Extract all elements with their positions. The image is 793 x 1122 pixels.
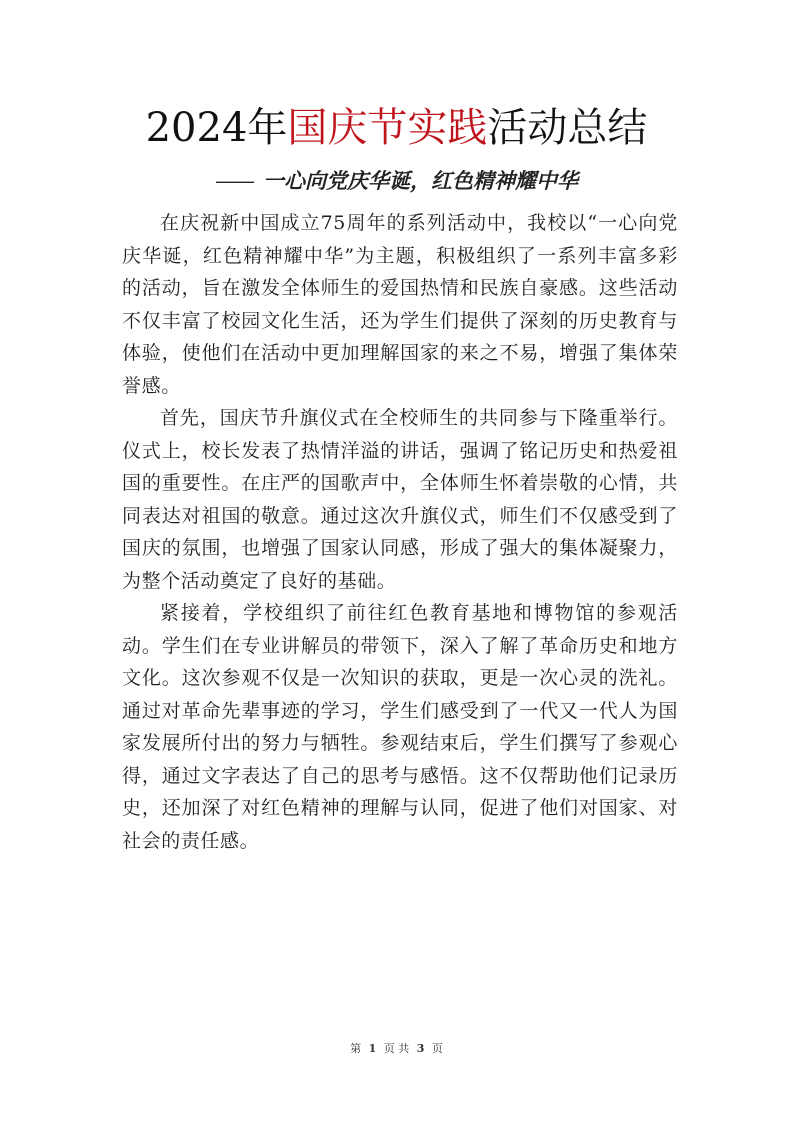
- footer-total-pages: 3: [416, 1042, 425, 1055]
- paragraph-museum-visit: 紧接着，学校组织了前往红色教育基地和博物馆的参观活动。学生们在专业讲解员的带领下，深入了解了革命历史和地方文化。这次参观不仅是一次知识的获取，更是一次心灵的洗礼。通过对革命先辈事迹的学习，学生们感受到了一代又一代人为国家发展所付出的努力与牺牲。参观结束后，学生们撰写了参观心得，通过文字表达了自己的思考与感悟。这不仅帮助他们记录历史，还加深了对红色精神的理解与认同，促进了他们对国家、对社会的责任感。: [122, 602, 678, 852]
- subtitle-text: 一心向党庆华诞，红色精神耀中华: [263, 168, 578, 193]
- page-subtitle: [0, 166, 793, 196]
- footer-suffix: 页: [431, 1042, 443, 1055]
- title-year: 2024年: [145, 105, 288, 151]
- paragraph-flag-ceremony: 首先，国庆节升旗仪式在全校师生的共同参与下隆重举行。仪式上，校长发表了热情洋溢的讲话，强调了铭记历史和热爱祖国的重要性。在庄严的国歌声中，全体师生怀着崇敬的心情，共同表达对祖国的敬意。通过这次升旗仪式，师生们不仅感受到了国庆的氛围，也增强了国家认同感，形成了强大的集体凝聚力，为整个活动奠定了良好的基础。: [122, 407, 678, 592]
- footer-middle: 页 共: [383, 1042, 410, 1055]
- footer-page-number: 1: [368, 1042, 377, 1055]
- paragraph-intro: 在庆祝新中国成立75周年的系列活动中，我校以“一心向党庆华诞，红色精神耀中华”为主题，积极组织了一系列丰富多彩的活动，旨在激发全体师生的爱国热情和民族自豪感。这些活动不仅丰富了校园文化生活，还为学生们提供了深刻的历史教育与体验，使他们在活动中更加理解国家的来之不易，增强了集体荣誉感。: [122, 212, 678, 397]
- page-footer: [0, 1041, 793, 1057]
- page-title: [0, 100, 793, 156]
- document-body: [122, 207, 678, 857]
- title-highlight: 国庆节实践: [287, 105, 488, 151]
- subtitle-dash: ——: [215, 169, 253, 193]
- title-rest: 活动总结: [487, 105, 648, 151]
- footer-prefix: 第: [350, 1042, 362, 1055]
